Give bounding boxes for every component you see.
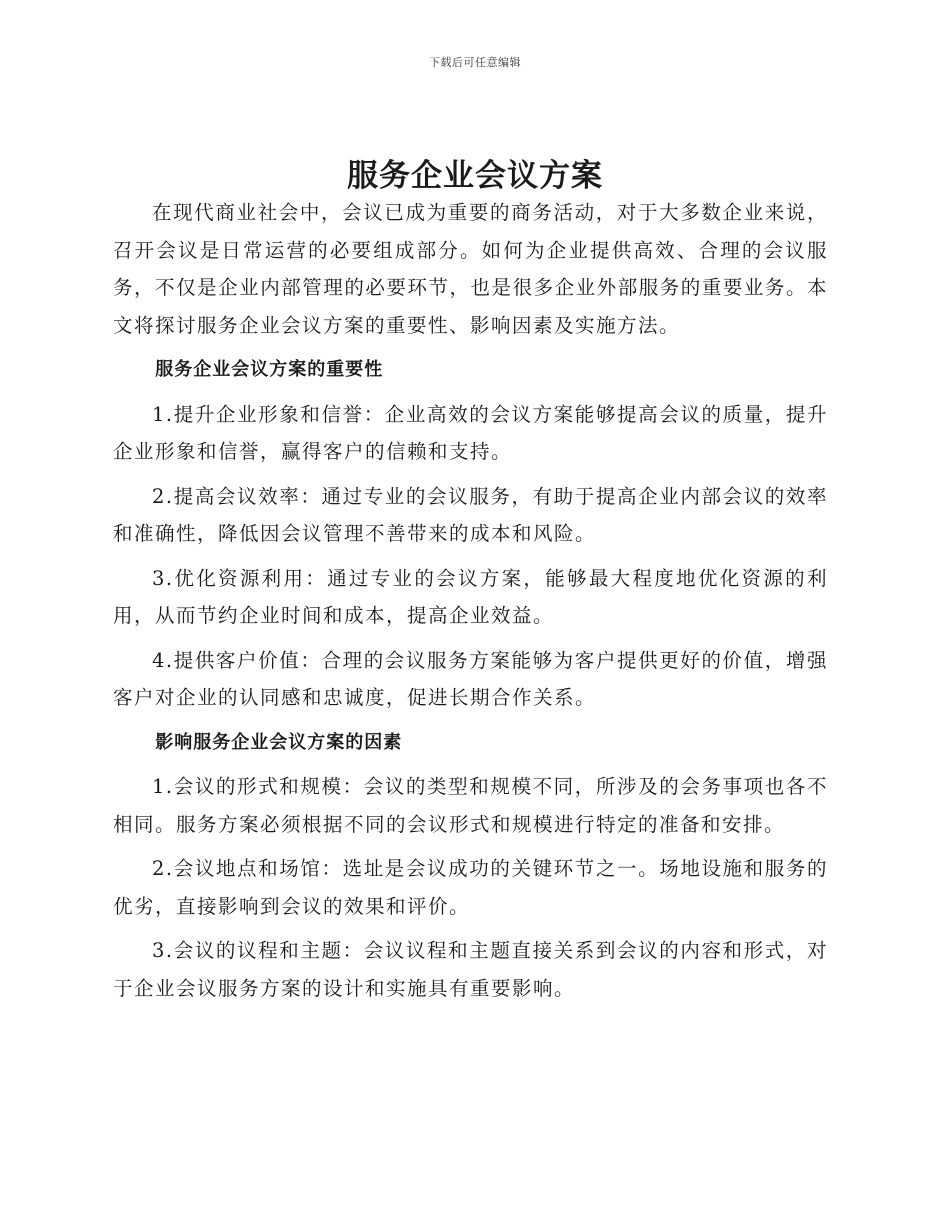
section-factors [113,724,828,1008]
list-item: 1.会议的形式和规模：会议的类型和规模不同，所涉及的会务事项也各不相同。服务方案必须根据不同的会议形式和规模进行特定的准备和安排。 [113,775,828,836]
section-importance [113,351,828,717]
list-item: 2.会议地点和场馆：选址是会议成功的关键环节之一。场地设施和服务的优劣，直接影响到会议的效果和评价。 [113,857,828,918]
list-item: 2.提高会议效率：通过专业的会议服务，有助于提高企业内部会议的效率和准确性，降低因会议管理不善带来的成本和风险。 [113,484,828,545]
intro-paragraph: 在现代商业社会中，会议已成为重要的商务活动，对于大多数企业来说，召开会议是日常运营的必要组成部分。如何为企业提供高效、合理的会议服务，不仅是企业内部管理的必要环节，也是很多企业外部服务的重要业务。本文将探讨服务企业会议方案的重要性、影响因素及实施方法。 [113,201,828,337]
list-item: 3.优化资源利用：通过专业的会议方案，能够最大程度地优化资源的利用，从而节约企业时间和成本，提高企业效益。 [113,566,828,627]
page-header-note: 下载后可任意编辑 [429,56,521,69]
document-title: 服务企业会议方案 [347,158,603,194]
list-item: 3.会议的议程和主题：会议议程和主题直接关系到会议的内容和形式，对于企业会议服务方案的设计和实施具有重要影响。 [113,939,828,1000]
document-body [113,194,828,1014]
list-item: 1.提升企业形象和信誉：企业高效的会议方案能够提高会议的质量，提升企业形象和信誉，赢得客户的信赖和支持。 [113,402,828,463]
list-item: 4.提供客户价值：合理的会议服务方案能够为客户提供更好的价值，增强客户对企业的认同感和忠诚度，促进长期合作关系。 [113,648,828,709]
section-heading: 服务企业会议方案的重要性 [155,359,384,380]
section-heading: 影响服务企业会议方案的因素 [155,731,403,753]
